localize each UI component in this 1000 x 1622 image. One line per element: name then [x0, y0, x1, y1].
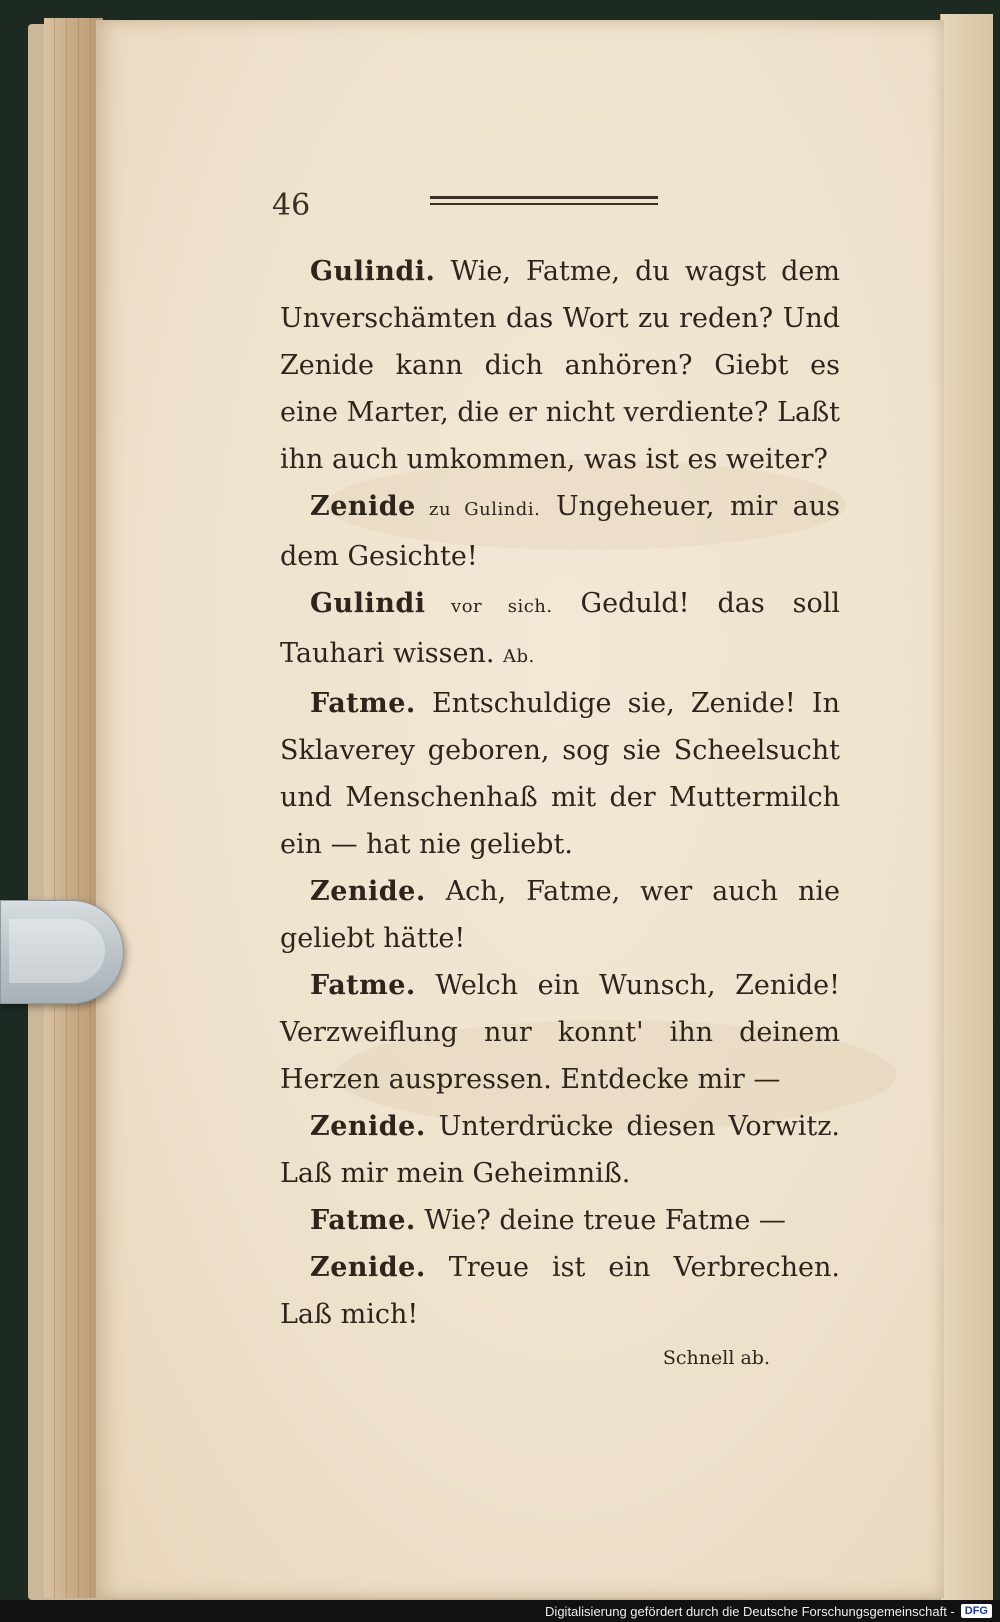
clip-highlight — [9, 919, 105, 983]
speaker-name: Zenide. — [310, 876, 426, 907]
dialogue-paragraph — [280, 1244, 840, 1338]
dialogue-text: Ach, Fatme, wer auch nie geliebt hätte! — [280, 876, 840, 954]
stage-direction: vor sich. — [425, 596, 553, 617]
page-number: 46 — [272, 188, 311, 223]
speaker-name: Zenide. — [310, 1252, 426, 1283]
dialogue-paragraph — [280, 680, 840, 868]
digitization-footer — [0, 1600, 1000, 1622]
dialogue-text: Wie, Fatme, du wagst dem Unverschämten das Wort zu reden? Und Zenide kann dich anhören? Giebt es eine Marter, die er nicht verdiente? Laßt ihn auch umkommen, was ist es weiter? — [280, 256, 840, 475]
dialogue-paragraph — [280, 868, 840, 962]
facing-page-edge — [940, 14, 993, 1604]
page-clip — [0, 900, 124, 1004]
footer-credit: Digitalisierung gefördert durch die Deutsche Forschungsgemeinschaft - — [545, 1603, 955, 1619]
dialogue-text: Welch ein Wunsch, Zenide! Verzweiflung nur konnt' ihn deinem Herzen auspressen. Entdecke mir — — [280, 970, 840, 1095]
speaker-name: Fatme. — [310, 970, 416, 1001]
speaker-name: Gulindi. — [310, 256, 436, 287]
speaker-name: Fatme. — [310, 688, 416, 719]
dialogue-paragraph — [280, 1197, 840, 1244]
stage-direction: Ab. — [503, 646, 535, 667]
dialogue-text: Ungeheuer, mir aus dem Gesichte! — [280, 491, 840, 572]
speaker-name: Gulindi — [310, 588, 426, 619]
header-rule-top — [430, 196, 658, 199]
exit-stage-direction: Schnell ab. — [662, 1347, 770, 1369]
dialogue-text: Wie? deine treue Fatme — — [415, 1205, 786, 1236]
page-stack-edge — [44, 18, 103, 1598]
stage-direction: zu Gulindi. — [415, 499, 541, 520]
dialogue-text: Entschuldige sie, Zenide! In Sklaverey geboren, sog sie Scheelsucht und Menschenhaß mit der Muttermilch ein — hat nie geliebt. — [280, 688, 840, 860]
dialogue-paragraph — [280, 483, 840, 580]
dfg-logo: DFG — [961, 1604, 992, 1618]
dialogue-paragraph — [280, 248, 840, 483]
header-rule-bottom — [430, 203, 658, 205]
speaker-name: Fatme. — [310, 1205, 416, 1236]
speaker-name: Zenide. — [310, 1111, 426, 1142]
dialogue-text: Treue ist ein Verbrechen. Laß mich! — [280, 1252, 840, 1330]
dialogue-paragraph — [280, 580, 840, 680]
dialogue-paragraph — [280, 962, 840, 1103]
page-text — [280, 248, 840, 1378]
dialogue-text: Unterdrücke diesen Vorwitz. Laß mir mein Geheimniß. — [280, 1111, 840, 1189]
speaker-name: Zenide — [310, 491, 416, 522]
dialogue-paragraph — [280, 1103, 840, 1197]
dialogue-text: Geduld! das soll Tauhari wissen. — [280, 588, 840, 669]
